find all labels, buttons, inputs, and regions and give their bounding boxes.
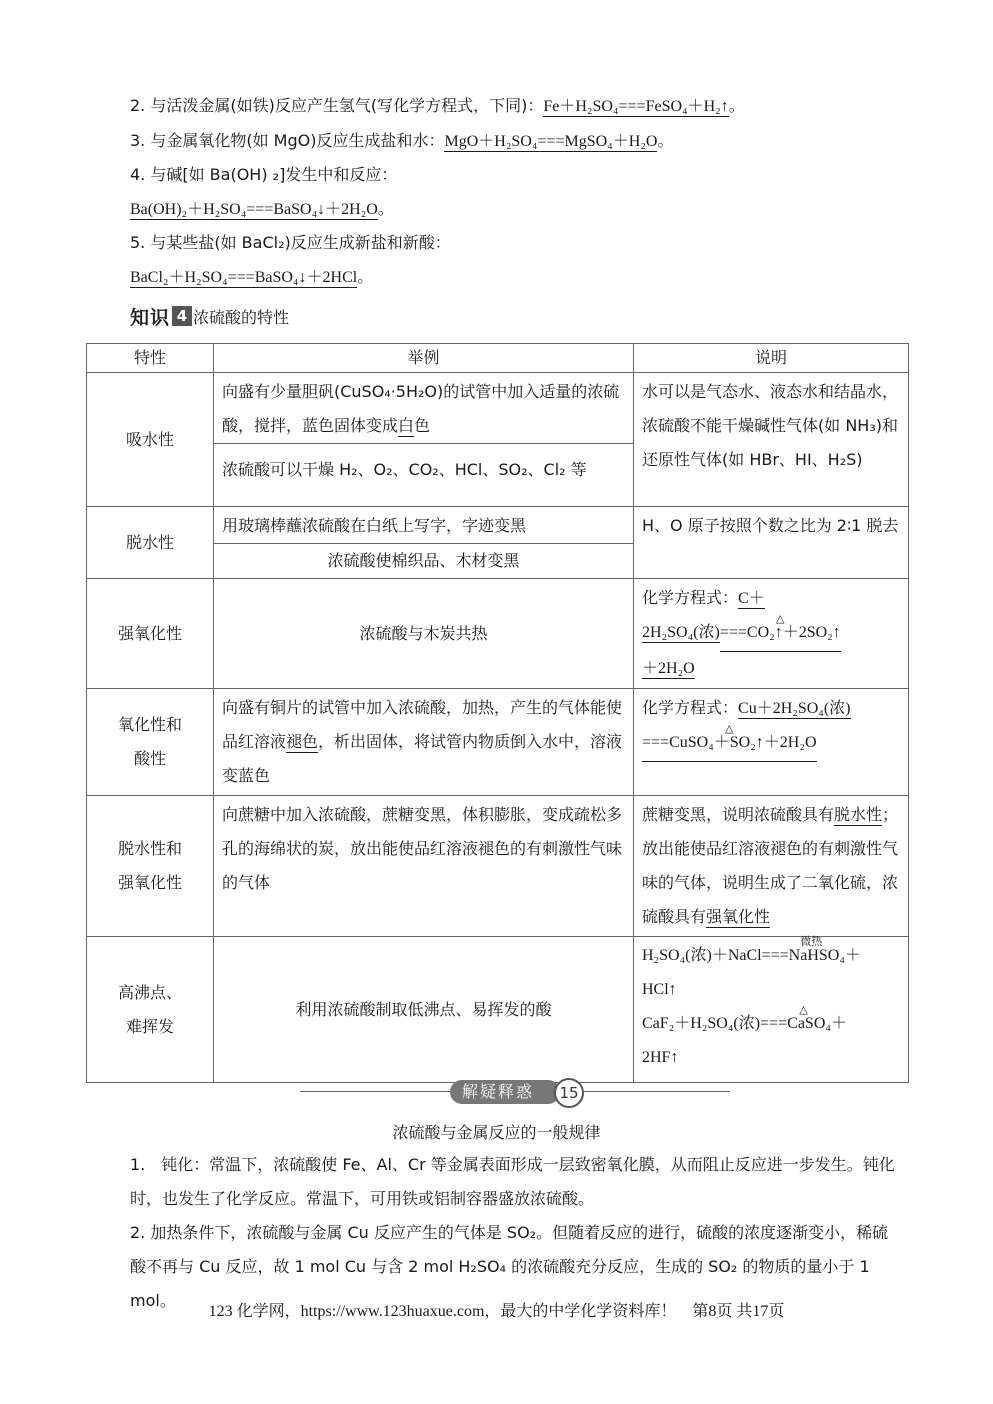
example-text: 向盛有铜片的试管中加入浓硫酸，加热，产生的气体能使品红溶液 <box>222 698 623 751</box>
row-name: 吸水性 <box>87 373 214 507</box>
example-1-text: 向盛有少量胆矾(CuSO₄·5H₂O)的试管中加入适量的浓硫酸，搅拌，蓝色固体变成 <box>222 382 620 435</box>
row-name <box>87 796 214 937</box>
item-3 <box>130 131 673 152</box>
properties-table <box>86 343 909 1083</box>
row-note <box>634 937 909 1083</box>
row-example: 利用浓硫酸制取低沸点、易挥发的酸 <box>214 937 634 1083</box>
example-2: 浓硫酸使棉织品、木材变黑 <box>214 543 633 578</box>
equation-part: 2H₂SO₄(浓) <box>642 624 720 641</box>
item-5-eq-line <box>130 267 373 288</box>
note-prefix: 化学方程式： <box>642 588 739 607</box>
row-example <box>214 689 634 796</box>
equation-part: 2HF↑ <box>642 1049 679 1066</box>
header-example: 举例 <box>214 344 634 373</box>
knowledge-heading <box>130 304 289 328</box>
item-3-answer: MgO＋H₂SO₄===MgSO₄＋H₂O <box>444 133 658 150</box>
note-answer: 脱水性 <box>834 805 883 824</box>
banner-rule-right <box>582 1091 730 1092</box>
page-footer: 123 化学网，https://www.123huaxue.com，最大的中学化学资料库！ 第8页 共17页 <box>208 1303 785 1320</box>
row-example: 向蔗糖中加入浓硫酸，蔗糖变黑，体积膨胀，变成疏松多孔的海绵状的炭，放出能使品红溶液褪色的有刺激性气味的气体 <box>214 796 634 937</box>
equation-part: C＋ <box>738 590 765 607</box>
item-4-text: 4. 与碱[如 Ba(OH) ₂]发生中和反应： <box>130 165 398 184</box>
row-name <box>87 937 214 1083</box>
table-header-row <box>87 344 909 373</box>
banner-rule-left <box>300 1091 450 1092</box>
row-name: 脱水性 <box>87 507 214 579</box>
item-5 <box>130 233 451 253</box>
section-title: 浓硫酸与金属反应的一般规律 <box>392 1123 601 1142</box>
example-2: 浓硫酸可以干燥 H₂、O₂、CO₂、HCl、SO₂、Cl₂ 等 <box>214 443 633 504</box>
condition-mark: △ <box>776 613 785 625</box>
row-example <box>214 507 634 579</box>
table-row <box>87 689 909 796</box>
section-banner <box>300 1078 730 1106</box>
item-4-answer: Ba(OH)₂＋H₂SO₄===BaSO₄↓＋2H₂O <box>130 201 378 218</box>
table-row <box>87 937 909 1083</box>
row-note <box>634 689 909 796</box>
item-3-end: 。 <box>657 131 674 150</box>
example-1 <box>222 375 625 443</box>
row-note <box>634 796 909 937</box>
knowledge-title: 浓硫酸的特性 <box>193 307 290 327</box>
item-2 <box>130 96 745 117</box>
row-name-line: 酸性 <box>133 749 166 768</box>
item-4-end: 。 <box>377 199 394 218</box>
example-1-end: 色 <box>414 416 431 435</box>
item-2-text: 2. 与活泼金属(如铁)反应产生氢气(写化学方程式，下同)： <box>130 96 544 115</box>
equation-part: CaF₂＋H₂SO₄(浓) <box>642 1015 761 1032</box>
equation-part: H₂SO₄(浓)＋NaCl <box>642 947 762 964</box>
row-example: 浓硫酸与木炭共热 <box>214 579 634 689</box>
note-text: ；放出能使品红溶液褪色的有刺激性气味的气体，说明生成了二氧化硫，浓硫酸具有 <box>642 805 899 926</box>
header-property: 特性 <box>87 344 214 373</box>
row-name-line: 强氧化性 <box>117 873 182 892</box>
table-row <box>87 796 909 937</box>
header-note: 说明 <box>634 344 909 373</box>
item-4-eq-line <box>130 199 394 220</box>
example-1-answer: 白 <box>398 416 415 435</box>
item-2-end: 。 <box>728 96 745 115</box>
condition-mark: △ <box>799 1004 808 1016</box>
table-row <box>87 373 909 507</box>
table-row <box>87 579 909 689</box>
note-answer: 强氧化性 <box>706 907 771 926</box>
equation-part: HCl↑ <box>642 981 677 998</box>
item-5-answer: BaCl₂＋H₂SO₄===BaSO₄↓＋2HCl <box>130 269 358 286</box>
paragraph-2: 2. 加热条件下，浓硫酸与金属 Cu 反应产生的气体是 SO₂。但随着反应的进行，硫酸的浓度逐渐变小，稀硫酸不再与 Cu 反应，故 1 mol Cu 与含 2 mol H₂SO₄ 的浓硫酸充分反应，生成的 SO₂ 的物质的量小于 1 mol。 <box>130 1223 889 1310</box>
row-name: 强氧化性 <box>87 579 214 689</box>
row-name-line: 高沸点、 <box>117 982 182 1002</box>
row-name <box>87 689 214 796</box>
row-note <box>634 579 909 689</box>
example-answer: 褪色 <box>286 732 319 751</box>
equation-part: ===NaHSO₄＋ <box>761 947 861 964</box>
equation-part: Cu＋2H₂SO₄(浓) <box>738 700 851 717</box>
note-prefix: 化学方程式： <box>642 698 739 717</box>
row-name-line: 难挥发 <box>125 1016 174 1036</box>
paragraph-1: 1. 钝化：常温下，浓硫酸使 Fe、Al、Cr 等金属表面形成一层致密氧化膜，从而阻止反应进一步发生。钝化时，也发生了化学反应。常温下，可用铁或铝制容器盛放浓硫酸。 <box>130 1155 895 1208</box>
row-example <box>214 373 634 507</box>
banner-number: 15 <box>554 1078 584 1108</box>
item-5-end: 。 <box>357 267 374 286</box>
item-2-answer: Fe＋H₂SO₄===FeSO₄＋H₂↑ <box>543 98 729 115</box>
row-name-line: 氧化性和 <box>117 715 182 734</box>
equation-part: ＋2H₂O <box>642 660 695 677</box>
equation-part: ===CuSO₄＋SO₂↑＋2H₂O <box>642 734 817 751</box>
equation-part: ===CO₂↑＋2SO₂↑ <box>719 624 841 641</box>
knowledge-number: 4 <box>172 306 192 326</box>
item-4 <box>130 165 397 185</box>
row-note: H、O 原子按照个数之比为 2∶1 脱去 <box>634 507 909 579</box>
banner-label: 解疑释惑 <box>450 1080 560 1104</box>
note-text: 蔗糖变黑，说明浓硫酸具有 <box>642 805 835 824</box>
row-note: 水可以是气态水、液态水和结晶水，浓硫酸不能干燥碱性气体(如 NH₃)和还原性气体(如 HBr、HI、H₂S) <box>634 373 909 507</box>
equation-part: ===CaSO₄＋ <box>760 1015 847 1032</box>
condition-mark: △ <box>725 723 734 735</box>
item-3-text: 3. 与金属氧化物(如 MgO)反应生成盐和水： <box>130 131 445 150</box>
knowledge-label: 知识 <box>130 306 171 329</box>
condition-mark: 微热 <box>800 936 823 948</box>
example-text: ，析出固体，将试管内物质倒入水中，溶液变蓝色 <box>222 732 623 785</box>
example-1: 用玻璃棒蘸浓硫酸在白纸上写字，字迹变黑 <box>222 516 527 535</box>
item-5-text: 5. 与某些盐(如 BaCl₂)反应生成新盐和新酸： <box>130 233 451 252</box>
row-name-line: 脱水性和 <box>117 839 182 858</box>
table-row <box>87 507 909 579</box>
